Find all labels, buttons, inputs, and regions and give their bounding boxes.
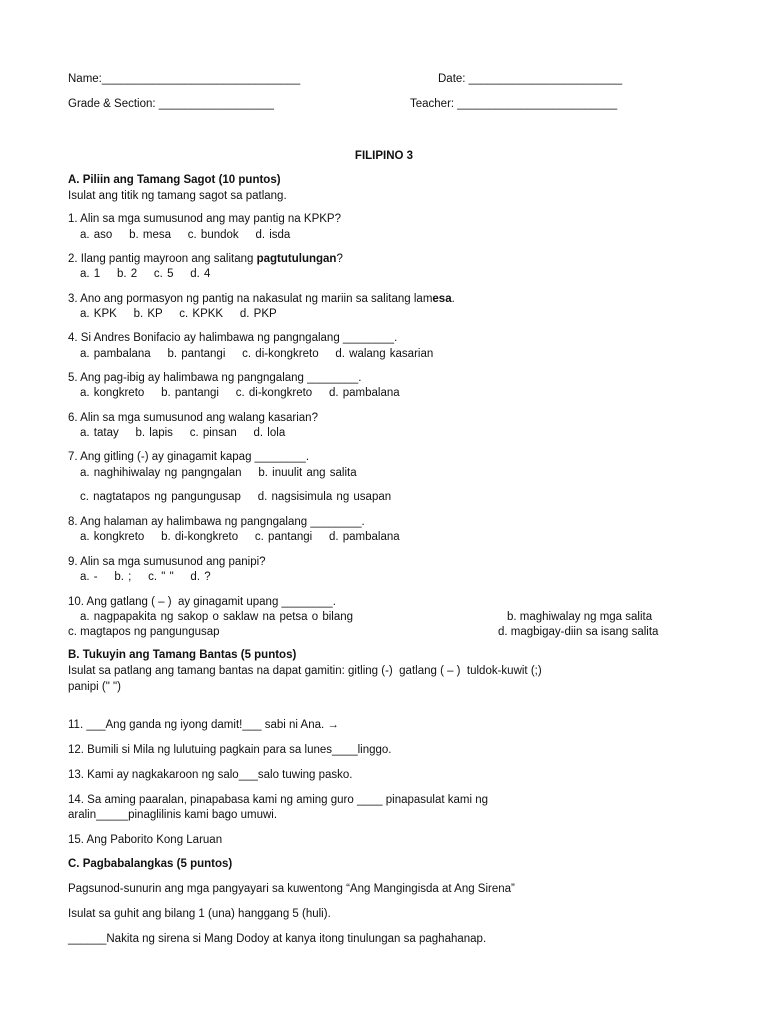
question-7-options-row2: c. nagtatapos ng pangungusap d. nagsisimula ng usapan [80,491,392,503]
question-2-text: 2. Ilang pantig mayroon ang salitang [68,253,257,265]
question-4: 4. Si Andres Bonifacio ay halimbawa ng pangngalang ________. [68,332,398,344]
question-1: 1. Alin sa mga sumusunod ang may pantig na KPKP? [68,213,341,225]
question-5: 5. Ang pag-ibig ay halimbawa ng pangngalang ________. [68,372,362,384]
question-11: 11. ___Ang ganda ng iyong damit!___ sabi ni Ana. → [68,719,339,731]
question-6-options: a. tatay b. lapis c. pinsan d. lola [80,427,286,439]
question-3-bold-syllable: esa [432,293,452,305]
question-7-options-row1: a. naghihiwalay ng pangngalan b. inuulit ang salita [80,467,357,479]
question-3 [68,292,455,306]
question-8-options: a. kongkreto b. di-kongkreto c. pantangi d. pambalana [80,531,400,543]
question-9-options: a. - b. ; c. " " d. ? [80,571,211,583]
date-field-label[interactable]: Date: ________________________ [438,73,623,85]
question-10-option-d: d. magbigay-diin sa isang salita [498,626,659,638]
question-2-options: a. 1 b. 2 c. 5 d. 4 [80,268,211,280]
question-10-option-c: c. magtapos ng pangungusap [68,626,220,638]
question-7: 7. Ang gitling (-) ay ginagamit kapag ________. [68,451,310,463]
question-8: 8. Ang halaman ay halimbawa ng pangngalang ________. [68,516,365,528]
question-3-text: 3. Ano ang pormasyon ng pantig na nakasulat ng mariin sa salitang lam [68,293,433,305]
question-15: 15. Ang Paborito Kong Laruan [68,834,223,846]
question-5-options: a. kongkreto b. pantangi c. di-kongkreto d. pambalana [80,387,400,399]
question-3-end: . [451,293,455,305]
question-14-line1: 14. Sa aming paaralan, pinapabasa kami ng aming guro ____ pinapasulat kami ng [68,794,489,806]
question-1-options: a. aso b. mesa c. bundok d. isda [80,229,291,241]
question-9: 9. Alin sa mga sumusunod ang panipi? [68,556,266,568]
grade-section-field-label[interactable]: Grade & Section: __________________ [68,98,274,110]
question-2-bold-word: pagtutulungan [256,253,337,265]
name-field-label[interactable]: Name:_______________________________ [68,73,301,85]
question-4-options: a. pambalana b. pantangi c. di-kongkreto d. walang kasarian [80,348,434,360]
section-c-instruction-line1: Pagsunod-sunurin ang mga pangyayari sa kuwentong “Ang Mangingisda at Ang Sirena” [68,883,515,895]
section-c-item-1: ______Nakita ng sirena si Mang Dodoy at kanya itong tinulungan sa paghahanap. [68,933,487,945]
teacher-field-label[interactable]: Teacher: _________________________ [410,98,618,110]
section-a-title: A. Piliin ang Tamang Sagot (10 puntos) [68,174,281,186]
section-a-instruction: Isulat ang titik ng tamang sagot sa patlang. [68,190,287,202]
question-12: 12. Bumili si Mila ng lulutuing pagkain para sa lunes____linggo. [68,744,392,756]
question-10-option-b: b. maghiwalay ng mga salita [507,611,653,623]
question-3-options: a. KPK b. KP c. KPKK d. PKP [80,308,277,320]
section-b-instruction-line2: panipi (" ") [68,681,121,693]
question-2-end: ? [336,253,343,265]
question-2 [68,252,343,266]
question-6: 6. Alin sa mga sumusunod ang walang kasarian? [68,412,318,424]
question-10: 10. Ang gatlang ( – ) ay ginagamit upang ________. [68,596,336,608]
section-b-title: B. Tukuyin ang Tamang Bantas (5 puntos) [68,649,297,661]
page-title: FILIPINO 3 [354,150,414,162]
section-b-instruction-line1: Isulat sa patlang ang tamang bantas na dapat gamitin: gitling (-) gatlang ( – ) tuldok-kuwit (;) [68,665,542,677]
section-c-instruction-line2: Isulat sa guhit ang bilang 1 (una) hanggang 5 (huli). [68,908,331,920]
section-c-title: C. Pagbabalangkas (5 puntos) [68,858,233,870]
question-10-option-a: a. nagpapakita ng sakop o saklaw na petsa o bilang [80,611,354,623]
question-14-line2: aralin_____pinaglilinis kami bago umuwi. [68,809,278,821]
question-13: 13. Kami ay nagkakaroon ng salo___salo tuwing pasko. [68,769,353,781]
